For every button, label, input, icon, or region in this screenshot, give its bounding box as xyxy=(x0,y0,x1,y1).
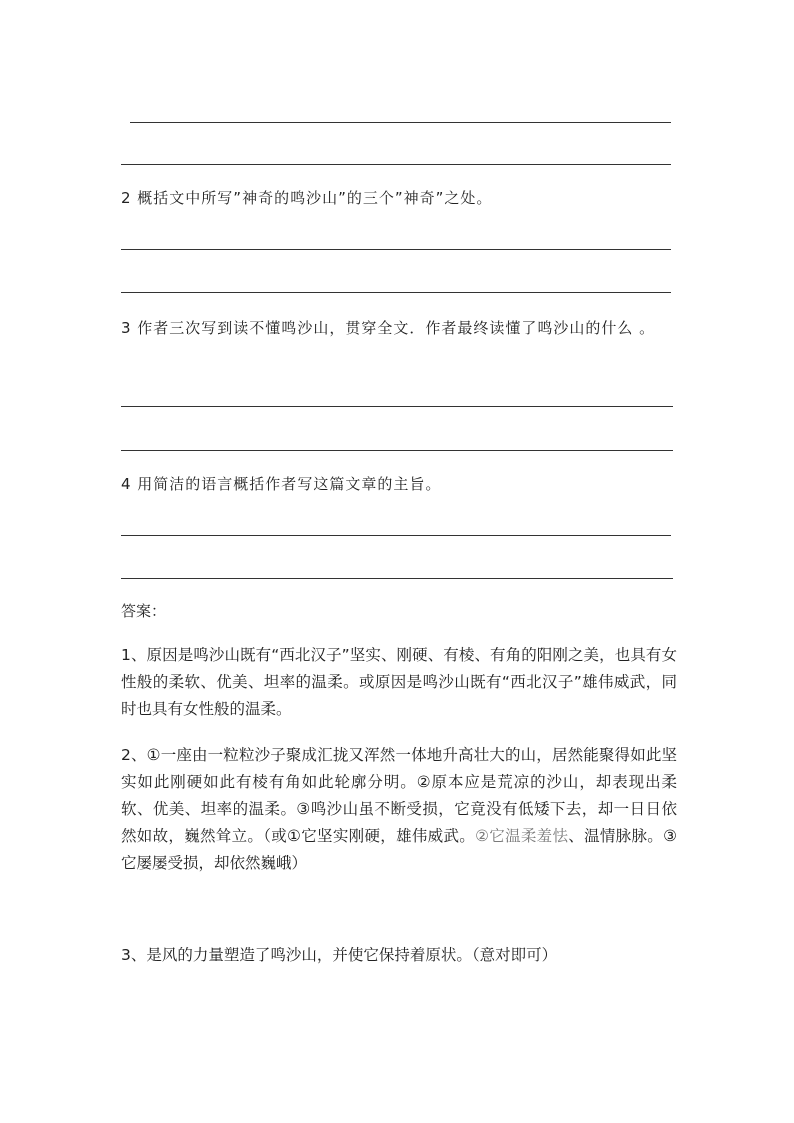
answer-line xyxy=(121,578,673,579)
answer-2-main: 2、①一座由一粒粒沙子聚成汇拢又浑然一体地升高壮大的山，居然能聚得如此坚实如此刚硬如此有棱有角如此轮廓分明。②原本应是荒凉的沙山，却表现出柔软、优美、坦率的温柔。③鸣沙山虽不断受损，它竟没有低矮下去，却一日日依然如故，巍然耸立。（或①它坚实刚硬，雄伟威武。 xyxy=(121,746,677,845)
answer-2-tail: 、温情脉脉。③它屡屡受损，却依然巍峨） xyxy=(121,827,677,872)
answer-line xyxy=(121,535,671,536)
answer-line xyxy=(121,292,671,293)
question-3: 3 作者三次写到读不懂鸣沙山，贯穿全文．作者最终读懂了鸣沙山的什么 。 xyxy=(121,319,656,337)
answer-2-gray-text: ②它温柔羞怯 xyxy=(475,827,569,845)
answer-3: 3、是风的力量塑造了鸣沙山，并使它保持着原状。（意对即可） xyxy=(121,946,558,964)
answer-line xyxy=(130,122,671,123)
answer-2 xyxy=(121,742,677,877)
answer-line xyxy=(121,450,673,451)
answer-line xyxy=(121,406,673,407)
question-2: 2 概括文中所写”神奇的鸣沙山”的三个”神奇”之处。 xyxy=(121,189,493,207)
answers-heading: 答案： xyxy=(121,602,167,620)
answer-1: 1、原因是鸣沙山既有“西北汉子”坚实、刚硬、有棱、有角的阳刚之美，也具有女性般的柔软、优美、坦率的温柔。或原因是鸣沙山既有“西北汉子”雄伟威武，同时也具有女性般的温柔。 xyxy=(121,646,677,718)
question-4: 4 用简洁的语言概括作者写这篇文章的主旨。 xyxy=(121,475,442,493)
answer-line xyxy=(121,164,671,165)
answer-line xyxy=(121,249,671,250)
